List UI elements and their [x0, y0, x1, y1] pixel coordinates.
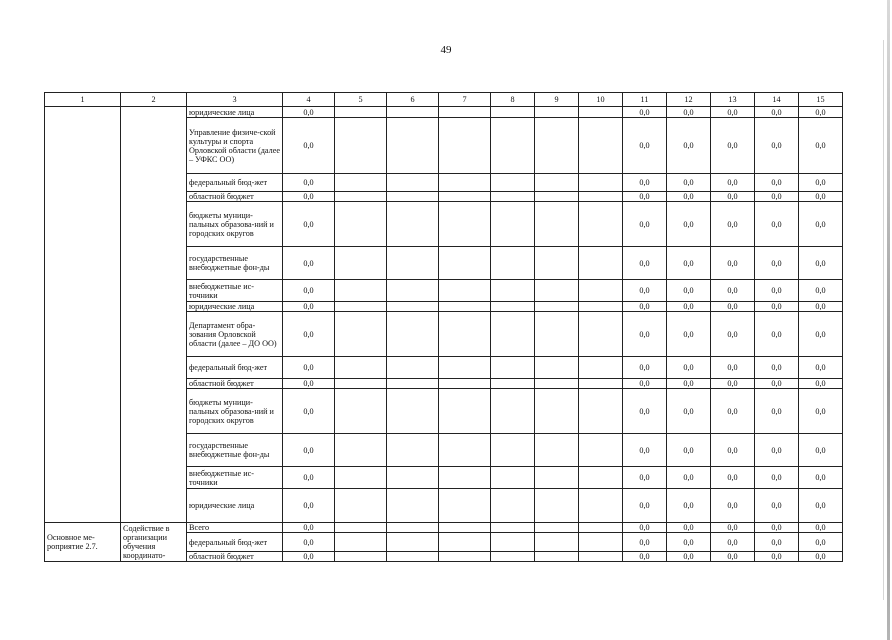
value-cell: 0,0 — [755, 247, 799, 280]
value-cell: 0,0 — [799, 107, 843, 118]
empty-cell — [387, 312, 439, 357]
funding-source-cell: бюджеты муници-пальных образова-ний и городских округов — [187, 389, 283, 434]
empty-cell — [439, 247, 491, 280]
column-header: 14 — [755, 93, 799, 107]
empty-cell — [579, 489, 623, 523]
value-cell: 0,0 — [623, 118, 667, 174]
value-cell-col4: 0,0 — [283, 389, 335, 434]
funding-source-cell: федеральный бюд-жет — [187, 533, 283, 552]
empty-cell — [439, 302, 491, 312]
value-cell: 0,0 — [623, 192, 667, 202]
empty-cell — [387, 523, 439, 533]
empty-cell — [387, 467, 439, 489]
funding-source-cell: внебюджетные ис-точники — [187, 467, 283, 489]
empty-cell — [439, 489, 491, 523]
value-cell-col4: 0,0 — [283, 202, 335, 247]
value-cell: 0,0 — [755, 467, 799, 489]
funding-source-cell: бюджеты муници-пальных образова-ний и городских округов — [187, 202, 283, 247]
value-cell: 0,0 — [623, 489, 667, 523]
empty-cell — [579, 389, 623, 434]
empty-cell — [579, 174, 623, 192]
value-cell: 0,0 — [755, 312, 799, 357]
value-cell: 0,0 — [799, 202, 843, 247]
empty-cell — [491, 489, 535, 523]
empty-cell — [335, 523, 387, 533]
funding-source-cell: юридические лица — [187, 489, 283, 523]
empty-cell — [491, 302, 535, 312]
empty-cell — [387, 174, 439, 192]
empty-cell — [579, 533, 623, 552]
empty-cell — [335, 552, 387, 562]
value-cell: 0,0 — [711, 302, 755, 312]
empty-cell — [579, 379, 623, 389]
value-cell: 0,0 — [623, 434, 667, 467]
funding-source-cell: федеральный бюд-жет — [187, 174, 283, 192]
empty-cell — [535, 489, 579, 523]
value-cell: 0,0 — [667, 489, 711, 523]
empty-cell — [535, 192, 579, 202]
funding-source-cell: Департамент обра-зования Орловской области (далее – ДО ОО) — [187, 312, 283, 357]
value-cell-col4: 0,0 — [283, 247, 335, 280]
value-cell: 0,0 — [623, 302, 667, 312]
value-cell: 0,0 — [755, 357, 799, 379]
value-cell: 0,0 — [667, 467, 711, 489]
empty-cell — [439, 533, 491, 552]
value-cell: 0,0 — [667, 202, 711, 247]
empty-cell — [335, 118, 387, 174]
empty-cell — [439, 192, 491, 202]
value-cell: 0,0 — [623, 174, 667, 192]
value-cell: 0,0 — [711, 312, 755, 357]
empty-cell — [439, 389, 491, 434]
column-header: 7 — [439, 93, 491, 107]
value-cell: 0,0 — [711, 467, 755, 489]
value-cell: 0,0 — [799, 247, 843, 280]
value-cell-col4: 0,0 — [283, 434, 335, 467]
value-cell: 0,0 — [623, 523, 667, 533]
empty-cell — [387, 192, 439, 202]
value-cell: 0,0 — [667, 533, 711, 552]
funding-source-cell: федеральный бюд-жет — [187, 357, 283, 379]
column-header: 8 — [491, 93, 535, 107]
value-cell: 0,0 — [799, 174, 843, 192]
value-cell: 0,0 — [799, 533, 843, 552]
empty-cell — [535, 107, 579, 118]
measure-description-cell: Содействие в организации обучения координато- — [121, 523, 187, 562]
value-cell: 0,0 — [799, 467, 843, 489]
empty-cell — [335, 192, 387, 202]
value-cell: 0,0 — [711, 489, 755, 523]
value-cell: 0,0 — [755, 202, 799, 247]
value-cell: 0,0 — [667, 389, 711, 434]
value-cell: 0,0 — [755, 434, 799, 467]
value-cell: 0,0 — [799, 489, 843, 523]
column-header: 6 — [387, 93, 439, 107]
value-cell: 0,0 — [623, 467, 667, 489]
empty-cell — [579, 434, 623, 467]
column-header: 13 — [711, 93, 755, 107]
empty-cell — [491, 118, 535, 174]
empty-cell — [579, 192, 623, 202]
table-row — [45, 107, 843, 118]
value-cell: 0,0 — [667, 312, 711, 357]
funding-source-cell: государственные внебюджетные фон-ды — [187, 247, 283, 280]
empty-cell — [491, 434, 535, 467]
value-cell: 0,0 — [755, 389, 799, 434]
empty-cell — [439, 174, 491, 192]
value-cell-col4: 0,0 — [283, 302, 335, 312]
empty-cell — [491, 174, 535, 192]
funding-source-cell: государственные внебюджетные фон-ды — [187, 434, 283, 467]
empty-cell — [535, 302, 579, 312]
empty-cell — [387, 434, 439, 467]
value-cell: 0,0 — [711, 174, 755, 192]
empty-cell — [579, 302, 623, 312]
empty-cell — [387, 107, 439, 118]
value-cell-col4: 0,0 — [283, 174, 335, 192]
empty-cell — [491, 533, 535, 552]
value-cell: 0,0 — [623, 357, 667, 379]
empty-cell — [491, 192, 535, 202]
measure-description-cell-empty — [121, 107, 187, 523]
empty-cell — [439, 202, 491, 247]
empty-cell — [579, 357, 623, 379]
value-cell: 0,0 — [623, 533, 667, 552]
value-cell: 0,0 — [711, 434, 755, 467]
column-header: 15 — [799, 93, 843, 107]
empty-cell — [439, 552, 491, 562]
empty-cell — [439, 434, 491, 467]
measure-name-cell: Основное ме-роприятие 2.7. — [45, 523, 121, 562]
empty-cell — [335, 174, 387, 192]
empty-cell — [335, 379, 387, 389]
value-cell: 0,0 — [667, 118, 711, 174]
value-cell-col4: 0,0 — [283, 379, 335, 389]
empty-cell — [335, 467, 387, 489]
empty-cell — [491, 202, 535, 247]
value-cell: 0,0 — [667, 552, 711, 562]
empty-cell — [535, 434, 579, 467]
empty-cell — [535, 174, 579, 192]
empty-cell — [579, 523, 623, 533]
funding-source-cell: областной бюджет — [187, 552, 283, 562]
funding-source-cell: юридические лица — [187, 107, 283, 118]
empty-cell — [535, 280, 579, 302]
value-cell: 0,0 — [711, 357, 755, 379]
empty-cell — [535, 202, 579, 247]
value-cell: 0,0 — [755, 379, 799, 389]
value-cell: 0,0 — [623, 312, 667, 357]
value-cell: 0,0 — [755, 192, 799, 202]
empty-cell — [335, 280, 387, 302]
value-cell: 0,0 — [667, 357, 711, 379]
column-header: 12 — [667, 93, 711, 107]
empty-cell — [491, 357, 535, 379]
value-cell: 0,0 — [755, 280, 799, 302]
empty-cell — [387, 357, 439, 379]
empty-cell — [387, 280, 439, 302]
empty-cell — [387, 489, 439, 523]
empty-cell — [535, 552, 579, 562]
empty-cell — [335, 434, 387, 467]
empty-cell — [439, 118, 491, 174]
value-cell-col4: 0,0 — [283, 192, 335, 202]
value-cell: 0,0 — [711, 533, 755, 552]
funding-source-cell: Управление физиче-ской культуры и спорта Орловской области (далее – УФКС ОО) — [187, 118, 283, 174]
empty-cell — [439, 523, 491, 533]
empty-cell — [579, 552, 623, 562]
empty-cell — [387, 247, 439, 280]
value-cell: 0,0 — [711, 389, 755, 434]
column-header: 11 — [623, 93, 667, 107]
empty-cell — [387, 552, 439, 562]
column-header: 5 — [335, 93, 387, 107]
empty-cell — [439, 312, 491, 357]
value-cell: 0,0 — [799, 312, 843, 357]
value-cell-col4: 0,0 — [283, 107, 335, 118]
empty-cell — [387, 302, 439, 312]
value-cell: 0,0 — [755, 523, 799, 533]
value-cell-col4: 0,0 — [283, 552, 335, 562]
empty-cell — [387, 202, 439, 247]
empty-cell — [335, 357, 387, 379]
value-cell: 0,0 — [667, 302, 711, 312]
empty-cell — [335, 202, 387, 247]
value-cell: 0,0 — [799, 552, 843, 562]
empty-cell — [387, 379, 439, 389]
column-header: 1 — [45, 93, 121, 107]
value-cell: 0,0 — [755, 302, 799, 312]
empty-cell — [535, 118, 579, 174]
empty-cell — [535, 312, 579, 357]
value-cell: 0,0 — [799, 280, 843, 302]
value-cell: 0,0 — [667, 174, 711, 192]
value-cell: 0,0 — [667, 523, 711, 533]
empty-cell — [579, 280, 623, 302]
page-number: 49 — [440, 44, 452, 56]
value-cell: 0,0 — [623, 389, 667, 434]
value-cell-col4: 0,0 — [283, 523, 335, 533]
empty-cell — [335, 489, 387, 523]
empty-cell — [535, 523, 579, 533]
empty-cell — [335, 107, 387, 118]
value-cell-col4: 0,0 — [283, 357, 335, 379]
value-cell: 0,0 — [755, 489, 799, 523]
empty-cell — [335, 302, 387, 312]
value-cell: 0,0 — [711, 523, 755, 533]
value-cell: 0,0 — [799, 523, 843, 533]
value-cell: 0,0 — [711, 247, 755, 280]
table-row — [45, 523, 843, 533]
value-cell: 0,0 — [667, 247, 711, 280]
value-cell: 0,0 — [623, 552, 667, 562]
empty-cell — [579, 118, 623, 174]
empty-cell — [335, 247, 387, 280]
table-body — [45, 107, 843, 562]
value-cell: 0,0 — [711, 552, 755, 562]
empty-cell — [335, 312, 387, 357]
empty-cell — [579, 107, 623, 118]
value-cell: 0,0 — [623, 379, 667, 389]
value-cell: 0,0 — [711, 192, 755, 202]
column-header: 10 — [579, 93, 623, 107]
empty-cell — [491, 247, 535, 280]
value-cell: 0,0 — [799, 192, 843, 202]
empty-cell — [491, 523, 535, 533]
value-cell: 0,0 — [799, 357, 843, 379]
empty-cell — [535, 389, 579, 434]
value-cell: 0,0 — [755, 552, 799, 562]
empty-cell — [387, 389, 439, 434]
value-cell: 0,0 — [667, 434, 711, 467]
header-row — [45, 93, 843, 107]
empty-cell — [439, 107, 491, 118]
value-cell: 0,0 — [711, 280, 755, 302]
value-cell: 0,0 — [799, 434, 843, 467]
empty-cell — [387, 533, 439, 552]
empty-cell — [439, 357, 491, 379]
empty-cell — [439, 280, 491, 302]
value-cell-col4: 0,0 — [283, 118, 335, 174]
value-cell: 0,0 — [799, 118, 843, 174]
value-cell-col4: 0,0 — [283, 280, 335, 302]
funding-source-cell: юридические лица — [187, 302, 283, 312]
column-header: 9 — [535, 93, 579, 107]
value-cell: 0,0 — [799, 379, 843, 389]
value-cell: 0,0 — [623, 107, 667, 118]
empty-cell — [491, 467, 535, 489]
funding-source-cell: внебюджетные ис-точники — [187, 280, 283, 302]
value-cell: 0,0 — [755, 107, 799, 118]
empty-cell — [335, 533, 387, 552]
empty-cell — [535, 357, 579, 379]
funding-source-cell: областной бюджет — [187, 192, 283, 202]
value-cell: 0,0 — [711, 107, 755, 118]
empty-cell — [535, 247, 579, 280]
value-cell: 0,0 — [667, 379, 711, 389]
empty-cell — [535, 379, 579, 389]
scan-edge-artifact — [887, 0, 890, 640]
funding-source-cell: областной бюджет — [187, 379, 283, 389]
value-cell: 0,0 — [667, 192, 711, 202]
empty-cell — [335, 389, 387, 434]
budget-table — [44, 92, 843, 562]
column-header: 4 — [283, 93, 335, 107]
column-header: 2 — [121, 93, 187, 107]
empty-cell — [535, 533, 579, 552]
value-cell: 0,0 — [623, 247, 667, 280]
value-cell: 0,0 — [667, 107, 711, 118]
value-cell: 0,0 — [667, 280, 711, 302]
value-cell-col4: 0,0 — [283, 489, 335, 523]
empty-cell — [491, 312, 535, 357]
column-header: 3 — [187, 93, 283, 107]
value-cell: 0,0 — [711, 379, 755, 389]
funding-source-cell: Всего — [187, 523, 283, 533]
empty-cell — [535, 467, 579, 489]
empty-cell — [491, 389, 535, 434]
empty-cell — [579, 467, 623, 489]
value-cell: 0,0 — [623, 280, 667, 302]
value-cell-col4: 0,0 — [283, 467, 335, 489]
value-cell: 0,0 — [799, 389, 843, 434]
empty-cell — [579, 247, 623, 280]
empty-cell — [579, 202, 623, 247]
empty-cell — [491, 280, 535, 302]
empty-cell — [491, 552, 535, 562]
empty-cell — [579, 312, 623, 357]
empty-cell — [387, 118, 439, 174]
scan-edge-line — [883, 40, 884, 600]
value-cell-col4: 0,0 — [283, 312, 335, 357]
value-cell: 0,0 — [623, 202, 667, 247]
value-cell: 0,0 — [711, 202, 755, 247]
value-cell: 0,0 — [755, 174, 799, 192]
value-cell-col4: 0,0 — [283, 533, 335, 552]
empty-cell — [491, 379, 535, 389]
value-cell: 0,0 — [711, 118, 755, 174]
value-cell: 0,0 — [755, 118, 799, 174]
empty-cell — [439, 467, 491, 489]
measure-name-cell-empty — [45, 107, 121, 523]
empty-cell — [439, 379, 491, 389]
empty-cell — [491, 107, 535, 118]
value-cell: 0,0 — [755, 533, 799, 552]
value-cell: 0,0 — [799, 302, 843, 312]
